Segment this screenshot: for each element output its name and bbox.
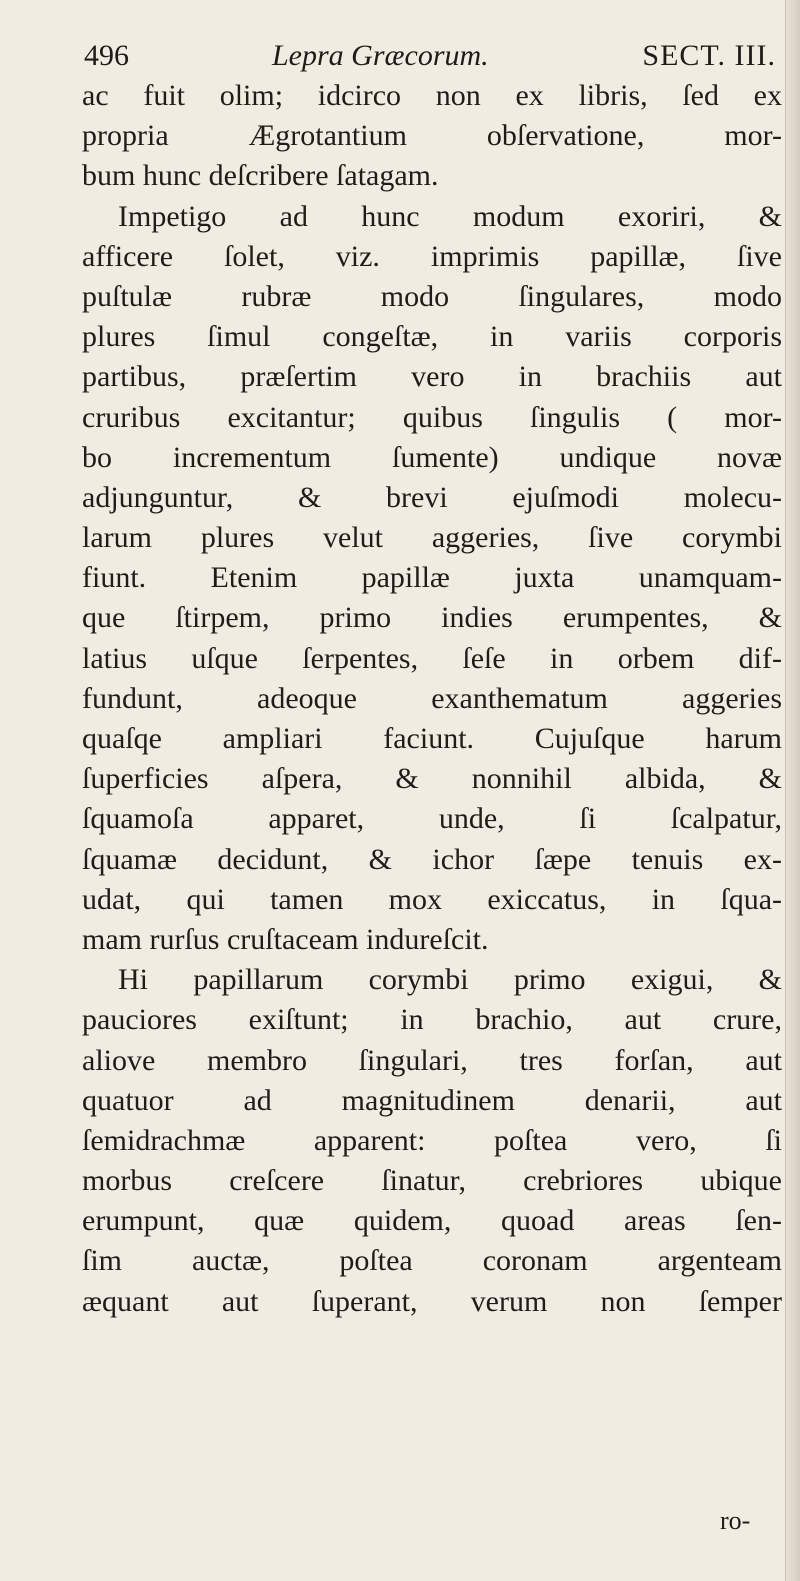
body-text xyxy=(82,76,782,1322)
page-gutter xyxy=(786,0,800,1581)
text-line: fiunt. Etenim papillæ juxta unamquam- xyxy=(82,561,782,595)
text-line: ſquamoſa apparet, unde, ſi ſcalpatur, xyxy=(82,802,782,836)
text-line: Hi papillarum corymbi primo exigui, & xyxy=(118,963,782,997)
page-number: 496 xyxy=(84,39,129,72)
text-line: ſquamæ decidunt, & ichor ſæpe tenuis ex- xyxy=(82,842,782,876)
text-line: plures ſimul congeſtæ, in variis corporis xyxy=(82,320,782,354)
text-line: partibus, præſertim vero in brachiis aut xyxy=(82,360,782,394)
running-header xyxy=(84,34,776,78)
text-line: mam rurſus cruſtaceam indureſcit. xyxy=(82,922,489,956)
text-line: erumpunt, quæ quidem, quoad areas ſen- xyxy=(82,1204,782,1238)
section-heading: SECT. III. xyxy=(642,39,776,72)
text-line: adjunguntur, & brevi ejuſmodi molecu- xyxy=(82,480,782,514)
running-title: Lepra Græcorum. xyxy=(272,39,489,72)
text-line: ſuperficies aſpera, & nonnihil albida, & xyxy=(82,762,782,796)
text-line: bum hunc deſcribere ſatagam. xyxy=(82,159,439,193)
text-line: afficere ſolet, viz. imprimis papillæ, ſive xyxy=(82,239,782,273)
gutter-edge xyxy=(785,0,786,1581)
text-line: quatuor ad magnitudinem denarii, aut xyxy=(82,1083,782,1117)
text-line: propria Ægrotantium obſervatione, mor- xyxy=(82,119,782,153)
text-line: udat, qui tamen mox exiccatus, in ſqua- xyxy=(82,882,782,916)
catchword: ro- xyxy=(720,1506,751,1535)
text-line: ſim auctæ, poſtea coronam argenteam xyxy=(82,1244,782,1278)
text-line: ſemidrachmæ apparent: poſtea vero, ſi xyxy=(82,1123,782,1157)
text-line: larum plures velut aggeries, ſive corymbi xyxy=(82,521,782,555)
text-line: cruribus excitantur; quibus ſingulis ( mor- xyxy=(82,400,782,434)
text-line: quaſqe ampliari faciunt. Cujuſque harum xyxy=(82,722,782,755)
text-line: pauciores exiſtunt; in brachio, aut crure, xyxy=(82,1003,782,1037)
text-line: morbus creſcere ſinatur, crebriores ubique xyxy=(82,1164,782,1198)
text-line: fundunt, adeoque exanthematum aggeries xyxy=(82,681,782,715)
text-line: puſtulæ rubræ modo ſingulares, modo xyxy=(82,279,782,313)
text-line: que ſtirpem, primo indies erumpentes, & xyxy=(82,601,782,635)
text-line: latius uſque ſerpentes, ſeſe in orbem dif- xyxy=(82,641,782,675)
text-line: bo incrementum ſumente) undique novæ xyxy=(82,440,782,474)
text-line: ac fuit olim; idcirco non ex libris, ſed ex xyxy=(82,79,782,112)
text-line: aliove membro ſingulari, tres forſan, aut xyxy=(82,1043,782,1077)
text-line: æquant aut ſuperant, verum non ſemper xyxy=(82,1284,782,1318)
text-line: Impetigo ad hunc modum exoriri, & xyxy=(118,199,782,233)
